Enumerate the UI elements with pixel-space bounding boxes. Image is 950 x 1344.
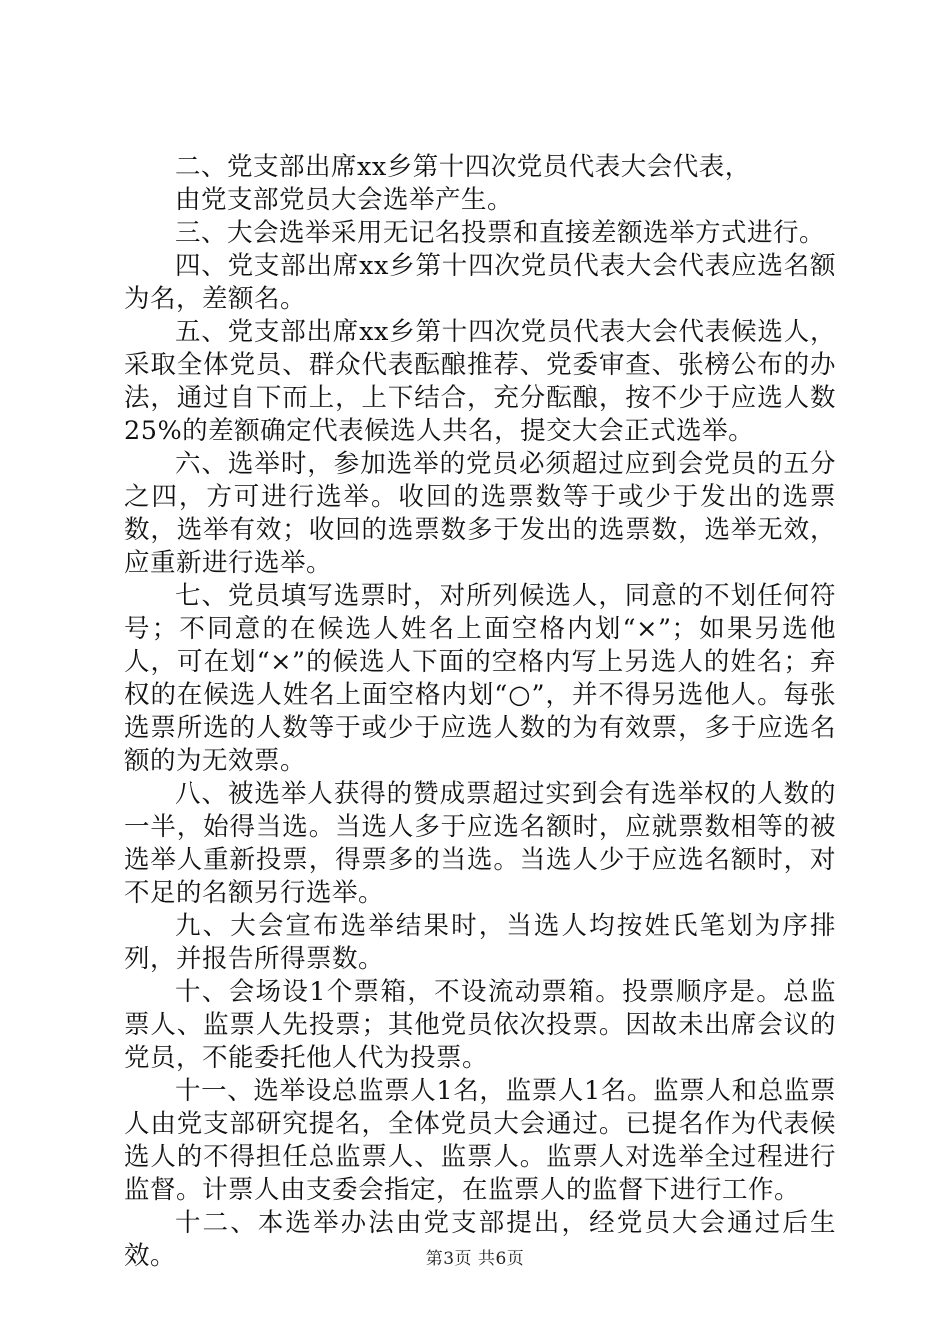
paragraph-4: 四、党支部出席xx乡第十四次党员代表大会代表应选名额为名，差额名。: [124, 251, 836, 314]
paragraph-9: 九、大会宣布选举结果时，当选人均按姓氏笔划为序排列，并报告所得票数。: [124, 911, 836, 974]
paragraph-12: 十二、本选举办法由党支部提出，经党员大会通过后生效。: [124, 1208, 836, 1271]
page-footer: 第3页 共6页: [425, 1249, 525, 1269]
paragraph-7: 七、党员填写选票时，对所列候选人，同意的不划任何符号；不同意的在候选人姓名上面空格内划“×”；如果另选他人，可在划“×”的候选人下面的空格内写上另选人的姓名；弃权的在候选人姓名上面空格内划“○”，并不得另选他人。每张选票所选的人数等于或少于应选人数的为有效票，多于应选名额的为无效票。: [124, 581, 836, 776]
paragraph-10: 十、会场设1个票箱，不设流动票箱。投票顺序是。总监票人、监票人先投票；其他党员依次投票。因故未出席会议的党员，不能委托他人代为投票。: [124, 977, 836, 1073]
paragraph-6: 六、选举时，参加选举的党员必须超过应到会党员的五分之四，方可进行选举。收回的选票数等于或少于发出的选票数，选举有效；收回的选票数多于发出的选票数，选举无效，应重新进行选举。: [124, 449, 836, 578]
paragraph-5: 五、党支部出席xx乡第十四次党员代表大会代表候选人，采取全体党员、群众代表酝酿推荐、党委审查、张榜公布的办法，通过自下而上，上下结合，充分酝酿，按不少于应选人数25%的差额确定代表候选人共名，提交大会正式选举。: [124, 317, 836, 446]
paragraph-11: 十一、选举设总监票人1名，监票人1名。监票人和总监票人由党支部研究提名，全体党员大会通过。已提名作为代表候选人的不得担任总监票人、监票人。监票人对选举全过程进行监督。计票人由支委会指定，在监票人的监督下进行工作。: [124, 1076, 836, 1205]
paragraph-8: 八、被选举人获得的赞成票超过实到会有选举权的人数的一半，始得当选。当选人多于应选名额时，应就票数相等的被选举人重新投票，得票多的当选。当选人少于应选名额时，对不足的名额另行选举。: [124, 779, 836, 908]
document-body: [124, 151, 836, 1273]
paragraph-2: 二、党支部出席xx乡第十四次党员代表大会代表，: [175, 152, 751, 182]
paragraph-2-cont: 由党支部党员大会选举产生。: [175, 185, 514, 215]
paragraph-3: 三、大会选举采用无记名投票和直接差额选举方式进行。: [175, 218, 826, 248]
